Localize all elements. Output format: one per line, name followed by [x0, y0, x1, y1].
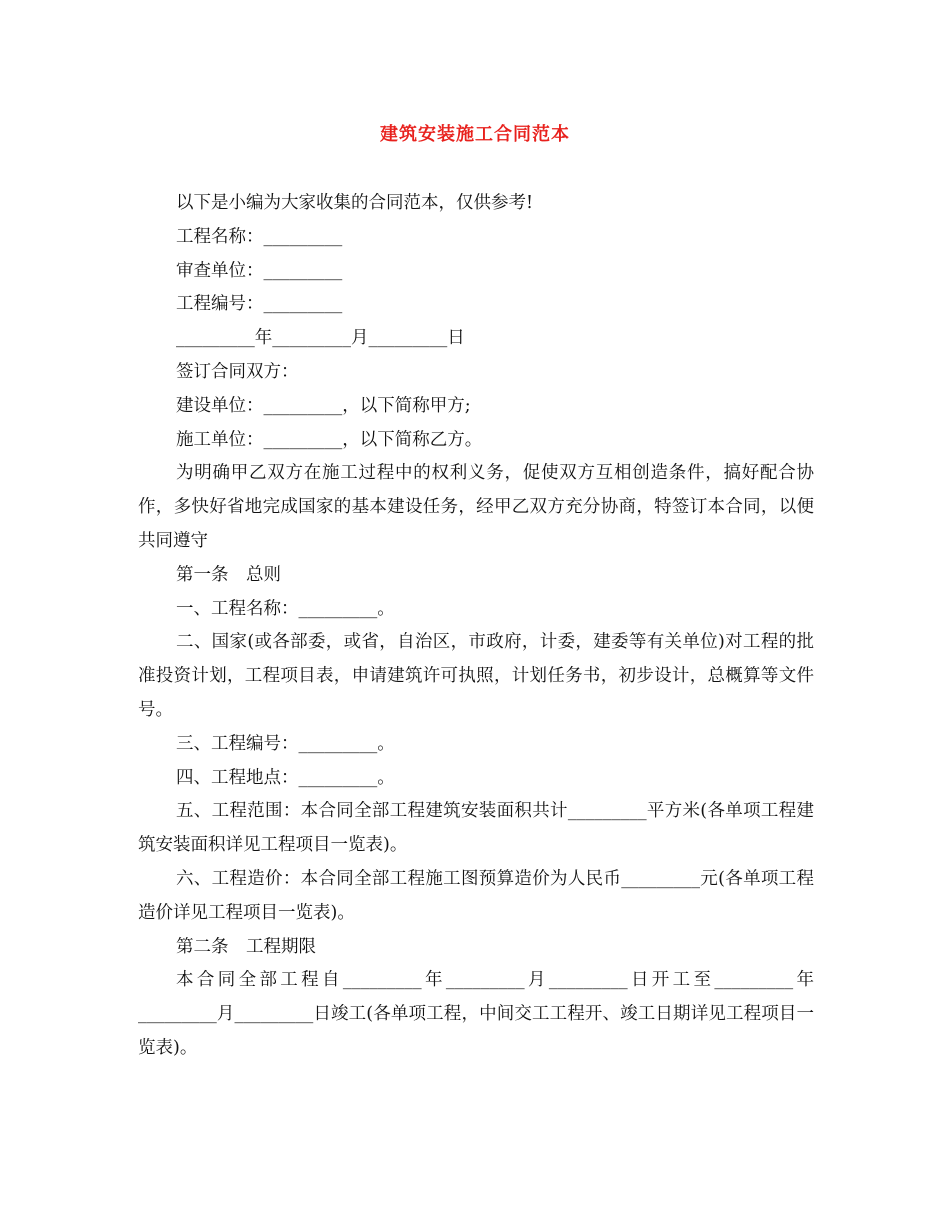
date-line: _________年_________月_________日 — [176, 328, 465, 349]
party-a-line: 建设单位：_________，以下简称甲方; — [176, 395, 471, 416]
document-title: 建筑安装施工合同范本 — [380, 124, 570, 145]
clause-1-2: 二、国家(或各部委，或省，自治区，市政府，计委，建委等有关单位)对工程的批准投资计划，工程项目表，申请建筑许可执照，计划任务书，初步设计，总概算等文件号。 — [138, 632, 814, 720]
project-name-line: 工程名称：_________ — [176, 226, 343, 247]
clause-1-3: 三、工程编号：_________。 — [176, 733, 395, 754]
document-body — [138, 187, 814, 1066]
party-b-line: 施工单位：_________，以下简称乙方。 — [176, 429, 483, 450]
article-2-heading: 第二条 工程期限 — [176, 936, 316, 957]
clause-1-5: 五、工程范围：本合同全部工程建筑安装面积共计_________平方米(各单项工程建筑安装面积详见工程项目一览表)。 — [138, 801, 814, 856]
parties-heading: 签订合同双方： — [176, 361, 299, 382]
intro-paragraph: 以下是小编为大家收集的合同范本，仅供参考! — [176, 193, 534, 213]
clause-1-4: 四、工程地点：_________。 — [176, 767, 395, 788]
project-number-line: 工程编号：_________ — [176, 294, 343, 315]
purpose-paragraph: 为明确甲乙双方在施工过程中的权利义务，促使双方互相创造条件，搞好配合协作，多快好省地完成国家的基本建设任务，经甲乙双方充分协商，特签订本合同，以便共同遵守 — [138, 463, 814, 551]
clause-1-6: 六、工程造价：本合同全部工程施工图预算造价为人民币_________元(各单项工程造价详见工程项目一览表)。 — [138, 868, 814, 923]
clause-1-1: 一、工程名称：_________。 — [176, 598, 395, 619]
review-unit-line: 审查单位：_________ — [176, 260, 343, 281]
clause-2-1: 本合同全部工程自_________年_________月_________日开工至_________年_________月_________日竣工(各单项工程，中间交工工程开、竣工日期详见工程项目一览表)。 — [138, 970, 814, 1058]
article-1-heading: 第一条 总则 — [176, 564, 281, 585]
